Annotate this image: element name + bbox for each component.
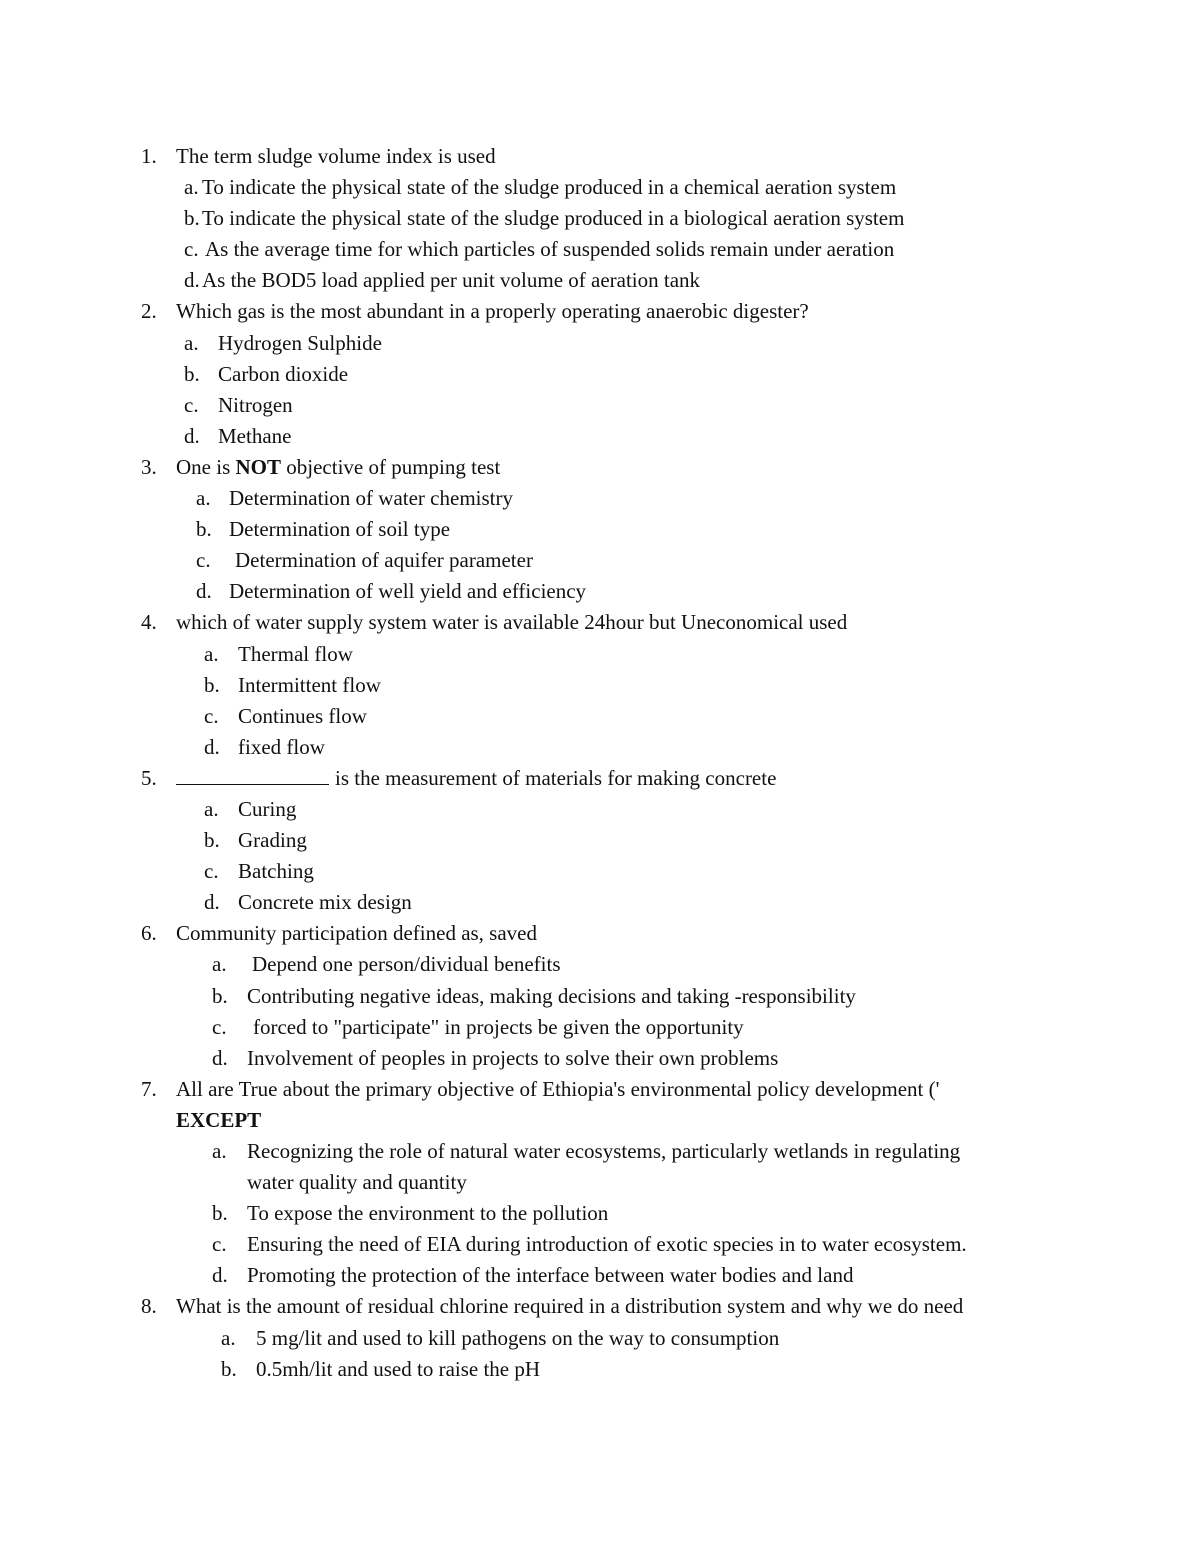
question-4 (0, 607, 1200, 638)
option-text: Determination of soil type (229, 517, 451, 542)
option-8b (0, 1354, 1200, 1385)
option-3c (0, 545, 1200, 576)
option-5d (0, 887, 1200, 918)
option-1c (0, 234, 1200, 265)
option-text: Determination of water chemistry (229, 486, 513, 511)
question-stem: What is the amount of residual chlorine required in a distribution system and why we do need (176, 1294, 964, 1319)
option-5c (0, 856, 1200, 887)
option-label: a. (204, 641, 219, 666)
option-label: a. (212, 952, 227, 977)
option-text: water quality and quantity (247, 1170, 467, 1195)
option-text: Methane (218, 423, 292, 448)
option-label: b. (184, 361, 200, 386)
question-2 (0, 296, 1200, 327)
option-5b (0, 825, 1200, 856)
option-label: d. (212, 1045, 228, 1070)
option-6b (0, 981, 1200, 1012)
option-text: Determination of aquifer parameter (235, 548, 533, 573)
option-4a (0, 639, 1200, 670)
question-list (0, 141, 1200, 1385)
question-number: 7. (141, 1076, 157, 1101)
option-3a (0, 483, 1200, 514)
option-label: c. (204, 859, 219, 884)
question-number: 6. (141, 921, 157, 946)
option-1b (0, 203, 1200, 234)
option-text: Continues flow (238, 703, 367, 728)
option-text: 0.5mh/lit and used to raise the pH (256, 1356, 541, 1381)
option-label: d. (184, 268, 200, 293)
option-text: Carbon dioxide (218, 361, 349, 386)
option-label: c. (212, 1232, 227, 1257)
stem-text: One is (176, 454, 236, 479)
question-stem: All are True about the primary objective of Ethiopia's environmental policy development (' (176, 1076, 940, 1101)
option-label: c. (212, 1014, 227, 1039)
option-4b (0, 670, 1200, 701)
question-5 (0, 763, 1200, 794)
option-7b (0, 1198, 1200, 1229)
option-text: Recognizing the role of natural water ecosystems, particularly wetlands in regulating (247, 1139, 961, 1163)
stem-text: objective of pumping test (281, 454, 501, 479)
fill-in-blank (176, 766, 329, 785)
question-6 (0, 918, 1200, 949)
option-text: To expose the environment to the pollution (247, 1201, 609, 1226)
question-number: 5. (141, 765, 157, 790)
question-stem: Community participation defined as, saved (176, 921, 537, 946)
option-label: d. (204, 890, 220, 915)
option-label: a. (184, 330, 199, 355)
option-text: Nitrogen (218, 392, 293, 417)
option-label: d. (184, 423, 200, 448)
option-text: As the average time for which particles of suspended solids remain under aeration (205, 237, 895, 262)
question-3 (0, 452, 1200, 483)
question-stem: which of water supply system water is available 24hour but Uneconomical used (176, 610, 848, 635)
option-7d (0, 1260, 1200, 1291)
option-text: As the BOD5 load applied per unit volume of aeration tank (202, 268, 701, 293)
option-label: b. (184, 206, 200, 231)
option-text: fixed flow (238, 734, 325, 759)
option-label: a. (196, 486, 211, 511)
option-text: To indicate the physical state of the sludge produced in a chemical aeration system (202, 175, 897, 200)
question-7 (0, 1074, 1200, 1105)
option-7c (0, 1229, 1200, 1260)
option-text: Promoting the protection of the interface between water bodies and land (247, 1263, 854, 1288)
option-7a-continuation (0, 1167, 1200, 1198)
option-2b (0, 359, 1200, 390)
option-6a (0, 949, 1200, 980)
question-number: 2. (141, 299, 157, 324)
option-3d (0, 576, 1200, 607)
option-label: a. (184, 175, 199, 200)
option-3b (0, 514, 1200, 545)
option-text: Involvement of peoples in projects to solve their own problems (247, 1045, 779, 1070)
option-text: Intermittent flow (238, 672, 381, 697)
option-label: c. (184, 392, 199, 417)
option-label: c. (204, 703, 219, 728)
option-label: a. (221, 1325, 236, 1350)
question-number: 1. (141, 144, 157, 168)
question-1 (0, 141, 1200, 172)
stem-text: is the measurement of materials for making concrete (335, 765, 777, 790)
option-label: a. (204, 796, 219, 821)
question-number: 8. (141, 1294, 157, 1319)
option-label: a. (212, 1139, 227, 1163)
option-6d (0, 1043, 1200, 1074)
option-label: d. (204, 734, 220, 759)
option-label: b. (204, 672, 220, 697)
option-label: b. (221, 1356, 237, 1381)
option-text: Batching (238, 859, 314, 884)
option-1d (0, 265, 1200, 296)
option-text: To indicate the physical state of the sludge produced in a biological aeration system (202, 206, 905, 231)
question-stem (176, 763, 776, 794)
option-text: Contributing negative ideas, making decisions and taking -responsibility (247, 983, 856, 1008)
option-label: c. (184, 237, 199, 262)
option-text: Concrete mix design (238, 890, 412, 915)
question-stem: The term sludge volume index is used (176, 144, 496, 168)
option-4c (0, 701, 1200, 732)
question-stem: Which gas is the most abundant in a properly operating anaerobic digester? (176, 299, 809, 324)
option-label: c. (196, 548, 211, 573)
option-text: Hydrogen Sulphide (218, 330, 382, 355)
stem-emphasis: NOT (235, 454, 282, 479)
option-text: Thermal flow (238, 641, 353, 666)
option-2a (0, 328, 1200, 359)
stem-emphasis: EXCEPT (176, 1107, 262, 1132)
option-label: b. (212, 983, 228, 1008)
option-5a (0, 794, 1200, 825)
option-text: Ensuring the need of EIA during introduction of exotic species in to water ecosystem. (247, 1232, 967, 1257)
option-7a (0, 1136, 1200, 1167)
option-text: Grading (238, 828, 307, 853)
option-label: d. (196, 579, 212, 604)
option-text: Curing (238, 796, 297, 821)
option-text: Depend one person/dividual benefits (252, 952, 561, 977)
question-number: 4. (141, 610, 157, 635)
option-2d (0, 421, 1200, 452)
option-text: forced to "participate" in projects be given the opportunity (253, 1014, 744, 1039)
option-1a (0, 172, 1200, 203)
option-8a (0, 1323, 1200, 1354)
question-stem (176, 452, 500, 483)
option-label: b. (212, 1201, 228, 1226)
question-7-continuation (0, 1105, 1200, 1136)
option-label: b. (204, 828, 220, 853)
option-2c (0, 390, 1200, 421)
option-text: Determination of well yield and efficiency (229, 579, 587, 604)
option-4d (0, 732, 1200, 763)
option-label: d. (212, 1263, 228, 1288)
option-text: 5 mg/lit and used to kill pathogens on the way to consumption (256, 1325, 780, 1350)
question-number: 3. (141, 454, 157, 479)
option-6c (0, 1012, 1200, 1043)
option-label: b. (196, 517, 212, 542)
question-8 (0, 1291, 1200, 1322)
